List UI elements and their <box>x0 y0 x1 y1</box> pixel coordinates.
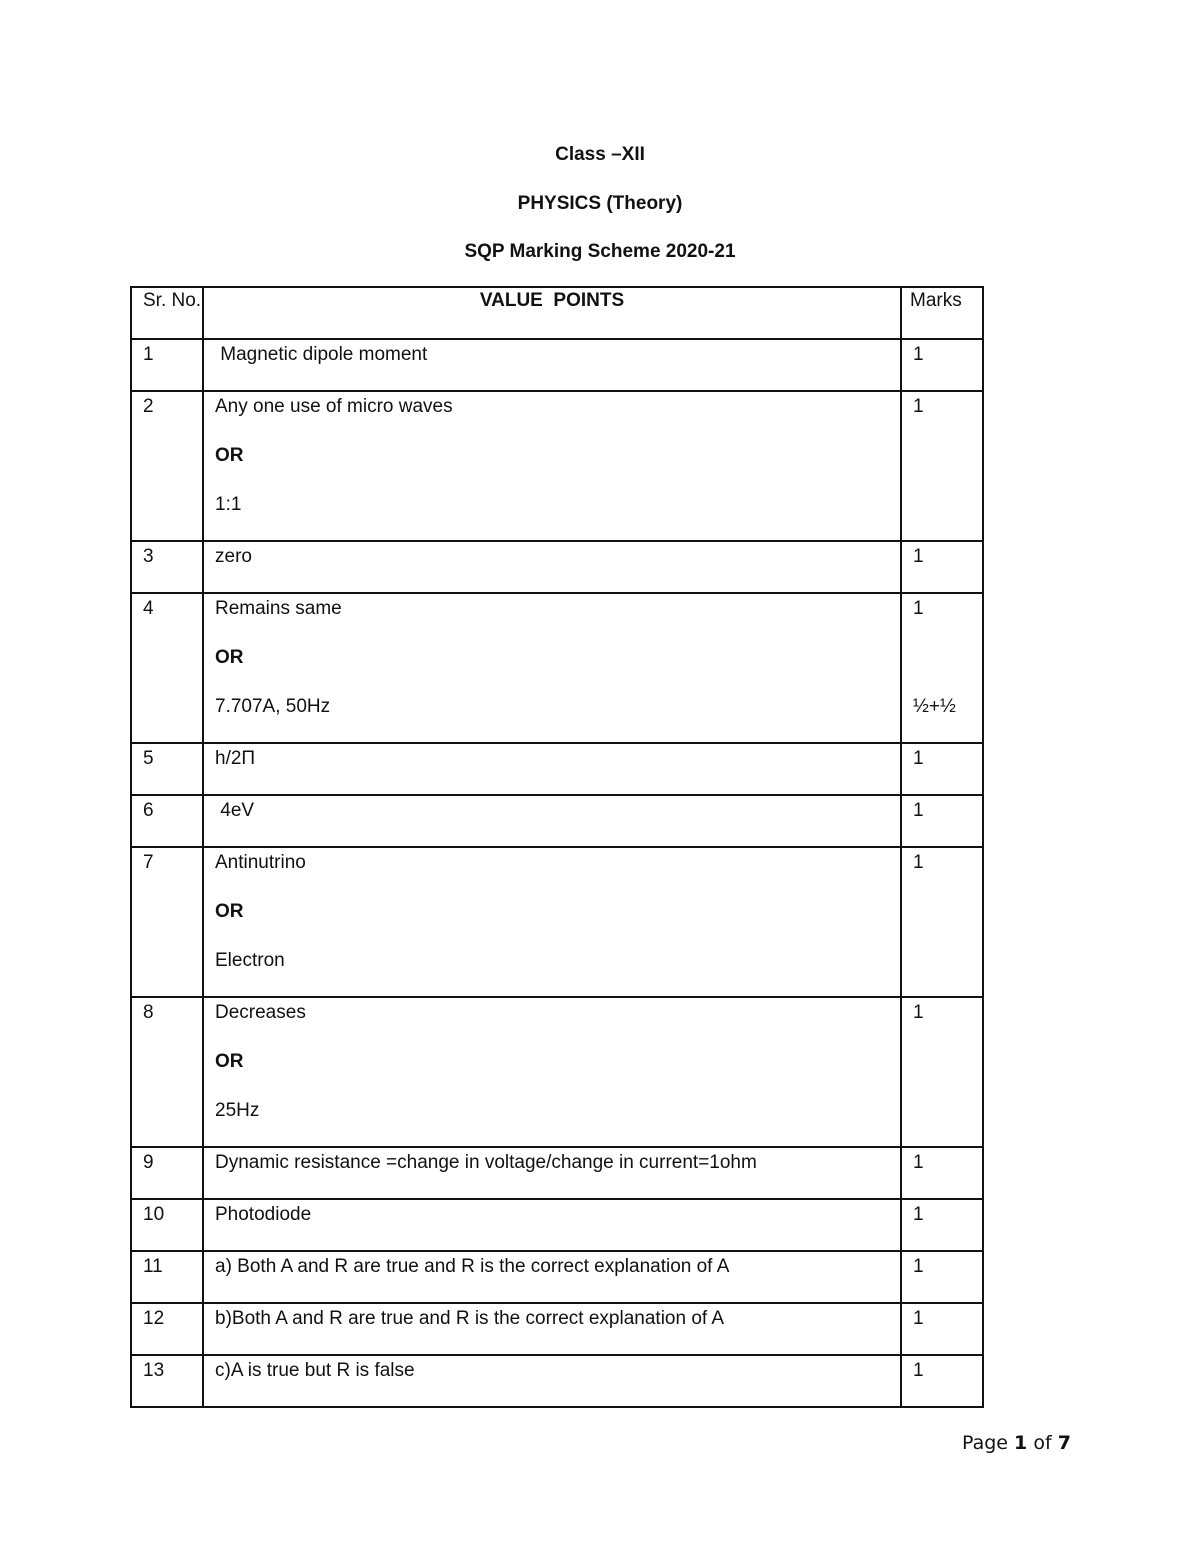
table-row <box>131 1147 983 1199</box>
sr-no-cell: 8 <box>131 997 203 1147</box>
marks-value: 1 <box>913 344 924 365</box>
sr-no-cell: 7 <box>131 847 203 997</box>
or-separator: OR <box>215 901 244 922</box>
value-point-cell <box>203 593 901 743</box>
value-point-text: Magnetic dipole moment <box>215 344 428 365</box>
sr-no-cell: 3 <box>131 541 203 593</box>
table-row <box>131 593 983 743</box>
marks-value: 1 <box>913 598 924 619</box>
table-row <box>131 391 983 541</box>
sr-no-cell: 1 <box>131 339 203 391</box>
marks-cell <box>901 593 983 743</box>
or-separator: OR <box>215 647 244 668</box>
header-sr-no: Sr. No. <box>131 287 203 339</box>
marks-value <box>913 899 982 924</box>
sr-no-cell: 4 <box>131 593 203 743</box>
marks-cell <box>901 795 983 847</box>
value-point-text: 7.707A, 50Hz <box>215 696 331 717</box>
subject-heading: PHYSICS (Theory) <box>517 193 683 214</box>
marks-value <box>913 1049 982 1074</box>
value-point-cell <box>203 1147 901 1199</box>
marks-cell <box>901 1251 983 1303</box>
marks-cell <box>901 1199 983 1251</box>
marks-value: 1 <box>913 1308 924 1329</box>
value-point-text: Any one use of micro waves <box>215 396 453 417</box>
table-header-row <box>131 287 983 339</box>
table-row <box>131 1303 983 1355</box>
value-point-cell <box>203 997 901 1147</box>
marks-value: 1 <box>913 1256 924 1277</box>
marks-cell <box>901 1147 983 1199</box>
marks-cell <box>901 1303 983 1355</box>
marks-value: 1 <box>913 852 924 873</box>
marks-value: 1 <box>913 396 924 417</box>
table-row <box>131 997 983 1147</box>
or-separator: OR <box>215 445 244 466</box>
marks-value: 1 <box>913 546 924 567</box>
marks-value: 1 <box>913 748 924 769</box>
header-marks: Marks <box>901 287 983 339</box>
marks-value: ½+½ <box>913 696 956 717</box>
value-point-text: 4eV <box>215 800 255 821</box>
marks-value: 1 <box>913 1002 924 1023</box>
value-point-text: zero <box>215 546 252 567</box>
value-point-cell <box>203 743 901 795</box>
marking-scheme-table <box>130 286 984 1408</box>
table-row <box>131 541 983 593</box>
value-point-text: c)A is true but R is false <box>215 1360 415 1381</box>
marks-value <box>913 645 982 670</box>
value-point-text: Electron <box>215 950 285 971</box>
value-point-text: h/2Π <box>215 748 256 769</box>
table-row <box>131 1199 983 1251</box>
value-point-text: Dynamic resistance =change in voltage/change in current=1ohm <box>215 1152 757 1173</box>
value-point-cell <box>203 339 901 391</box>
value-point-cell <box>203 795 901 847</box>
class-heading: Class –XII <box>555 144 645 165</box>
sr-no-cell: 12 <box>131 1303 203 1355</box>
scheme-heading: SQP Marking Scheme 2020-21 <box>464 241 736 262</box>
value-point-text: 1:1 <box>215 494 242 515</box>
marks-value: 1 <box>913 1152 924 1173</box>
page-number: Page 1 of 7 <box>962 1432 1071 1454</box>
or-separator: OR <box>215 1051 244 1072</box>
value-point-text: b)Both A and R are true and R is the correct explanation of A <box>215 1308 725 1329</box>
sr-no-cell: 11 <box>131 1251 203 1303</box>
marks-cell <box>901 997 983 1147</box>
table-row <box>131 847 983 997</box>
value-point-text: Decreases <box>215 1002 306 1023</box>
value-point-text: Remains same <box>215 598 342 619</box>
marks-value <box>913 492 982 517</box>
value-point-cell <box>203 1355 901 1407</box>
value-point-text: 25Hz <box>215 1100 260 1121</box>
value-point-cell <box>203 1303 901 1355</box>
marks-value: 1 <box>913 1204 924 1225</box>
table-row <box>131 339 983 391</box>
sr-no-cell: 2 <box>131 391 203 541</box>
marks-value <box>913 1098 982 1123</box>
marks-cell <box>901 541 983 593</box>
table-row <box>131 1251 983 1303</box>
marks-value <box>913 948 982 973</box>
marks-value <box>913 443 982 468</box>
marks-cell <box>901 391 983 541</box>
sr-no-cell: 6 <box>131 795 203 847</box>
value-point-text: a) Both A and R are true and R is the correct explanation of A <box>215 1256 730 1277</box>
sr-no-cell: 13 <box>131 1355 203 1407</box>
marks-value: 1 <box>913 1360 924 1381</box>
marks-cell <box>901 339 983 391</box>
sr-no-cell: 9 <box>131 1147 203 1199</box>
marks-value: 1 <box>913 800 924 821</box>
value-point-cell <box>203 391 901 541</box>
table-row <box>131 1355 983 1407</box>
sr-no-cell: 10 <box>131 1199 203 1251</box>
sr-no-cell: 5 <box>131 743 203 795</box>
value-point-cell <box>203 1251 901 1303</box>
value-point-text: Photodiode <box>215 1204 312 1225</box>
header-value-points: VALUE POINTS <box>203 287 901 339</box>
table-row <box>131 795 983 847</box>
value-point-cell <box>203 541 901 593</box>
value-point-cell <box>203 1199 901 1251</box>
marks-cell <box>901 1355 983 1407</box>
marks-cell <box>901 847 983 997</box>
marks-cell <box>901 743 983 795</box>
value-point-text: Antinutrino <box>215 852 306 873</box>
value-point-cell <box>203 847 901 997</box>
table-row <box>131 743 983 795</box>
